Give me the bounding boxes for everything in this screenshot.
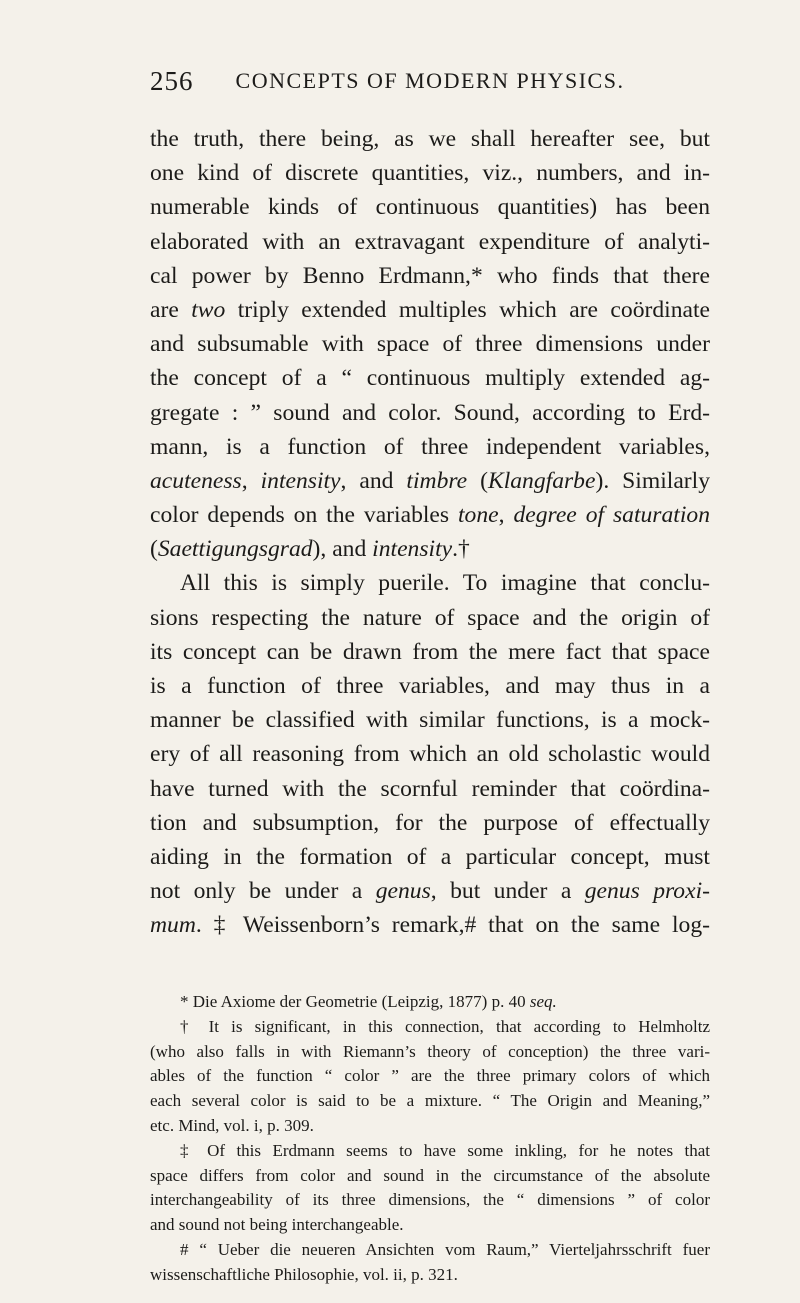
emphasis-text: tone bbox=[458, 502, 499, 529]
text-line: have turned with the scornful reminder that coördina- bbox=[150, 775, 710, 802]
emphasis-text: intensity bbox=[260, 467, 341, 494]
text-line: cal power by Benno Erdmann,* who finds that there bbox=[150, 262, 710, 289]
text-line: sions respecting the nature of space and the origin of bbox=[150, 604, 710, 631]
emphasis-text: Saettigungsgrad bbox=[157, 536, 313, 563]
emphasis-text: mum bbox=[150, 912, 196, 939]
emphasis-text: acuteness bbox=[150, 467, 242, 494]
text-line: acuteness, intensity, and timbre (Klangfarbe). Similarly bbox=[150, 467, 710, 494]
page-number: 256 bbox=[150, 66, 194, 96]
footnote-line: (who also falls in with Riemann’s theory of conception) the three vari- bbox=[150, 1041, 710, 1061]
text-line: (Saettigungsgrad), and intensity.† bbox=[150, 536, 470, 563]
text-line: numerable kinds of continuous quantities) has been bbox=[150, 194, 710, 221]
text-line: aiding in the formation of a particular concept, must bbox=[150, 843, 710, 870]
text-line: tion and subsumption, for the purpose of effectually bbox=[150, 809, 710, 836]
footnote-line: space differs from color and sound in the circumstance of the absolute bbox=[150, 1165, 710, 1185]
text-line: and subsumable with space of three dimensions under bbox=[150, 331, 710, 358]
page-header bbox=[150, 66, 710, 106]
footnote-line: interchangeability of its three dimensions, the “ dimensions ” of color bbox=[150, 1190, 710, 1210]
text-line: All this is simply puerile. To imagine that conclu- bbox=[180, 570, 710, 597]
emphasis-text: genus bbox=[375, 878, 431, 905]
text-line: the concept of a “ continuous multiply extended ag- bbox=[150, 365, 710, 392]
text-line: the truth, there being, as we shall hereafter see, but bbox=[150, 126, 710, 152]
footnote-line: wissenschaftliche Philosophie, vol. ii, p. 321. bbox=[150, 1264, 458, 1284]
text-line: is a function of three variables, and may thus in a bbox=[150, 673, 710, 699]
emphasis-text: Klangfarbe bbox=[487, 467, 596, 494]
footnote-line: ables of the function “ color ” are the three primary colors of which bbox=[150, 1066, 710, 1086]
text-line: gregate : ” sound and color. Sound, according to Erd- bbox=[150, 399, 710, 426]
footnote-line: each several color is said to be a mixture. “ The Origin and Meaning,” bbox=[150, 1091, 710, 1111]
emphasis-text: intensity bbox=[372, 536, 453, 563]
emphasis-text: two bbox=[191, 296, 226, 323]
text-line: are two triply extended multiples which are coördinate bbox=[150, 296, 710, 323]
running-title: CONCEPTS OF MODERN PHYSICS. bbox=[235, 68, 625, 93]
emphasis-text: genus proxi- bbox=[584, 878, 710, 905]
text-line: mann, is a function of three independent variables, bbox=[150, 433, 710, 460]
text-line: elaborated with an extravagant expenditure of analyti- bbox=[150, 228, 710, 255]
footnote-line: ‡ Of this Erdmann seems to have some inkling, for he notes that bbox=[180, 1140, 710, 1160]
emphasis-text: seq. bbox=[529, 992, 557, 1011]
footnote-line: † It is significant, in this connection, that according to Helmholtz bbox=[180, 1016, 710, 1036]
footnote-line: * Die Axiome der Geometrie (Leipzig, 1877) p. 40 seq. bbox=[180, 992, 557, 1011]
text-line: one kind of discrete quantities, viz., numbers, and in- bbox=[150, 160, 710, 187]
emphasis-text: timbre bbox=[406, 467, 468, 494]
text-line: color depends on the variables tone, degree of saturation bbox=[150, 502, 710, 529]
body-text bbox=[150, 122, 710, 943]
text-line: manner be classified with similar functions, is a mock- bbox=[150, 707, 710, 734]
text-line: its concept can be drawn from the mere fact that space bbox=[150, 638, 710, 665]
footnotes bbox=[150, 990, 710, 1288]
text-line: ery of all reasoning from which an old scholastic would bbox=[150, 741, 710, 768]
footnote-line: and sound not being interchangeable. bbox=[150, 1215, 404, 1235]
text-line: not only be under a genus, but under a genus proxi- bbox=[150, 878, 710, 905]
footnote-line: # “ Ueber die neueren Ansichten vom Raum,” Vierteljahrsschrift fuer bbox=[180, 1239, 710, 1259]
footnote-line: etc. Mind, vol. i, p. 309. bbox=[150, 1115, 314, 1135]
emphasis-text: degree of saturation bbox=[513, 502, 710, 529]
text-line: mum. ‡ Weissenborn’s remark,# that on the same log- bbox=[150, 912, 710, 939]
